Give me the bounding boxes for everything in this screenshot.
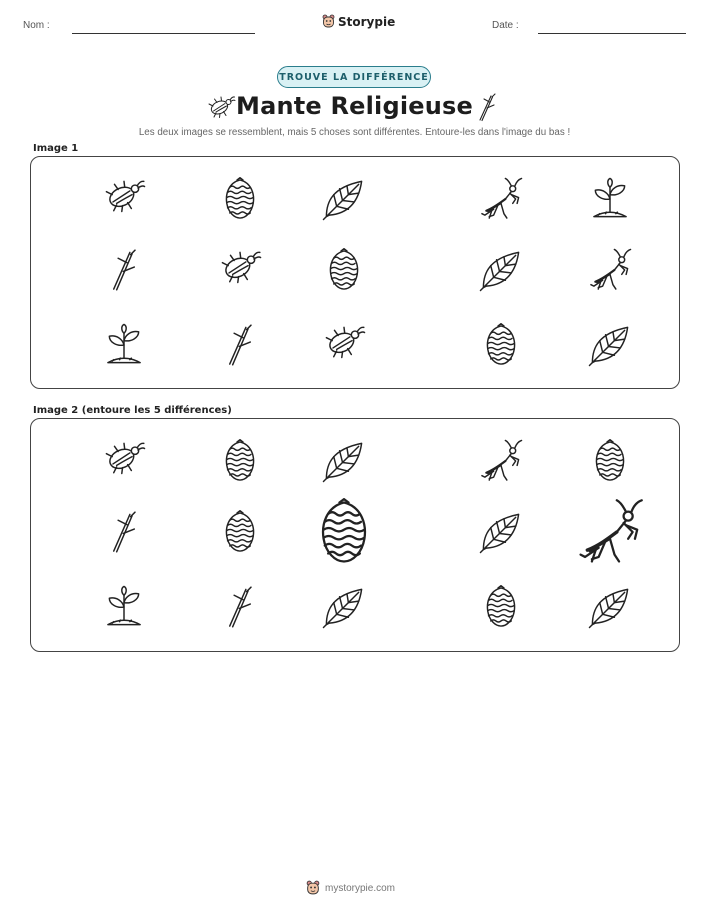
image1-beetle-icon — [218, 248, 262, 292]
image2-leaf-icon[interactable] — [322, 439, 366, 483]
image2-cocoon-icon[interactable] — [588, 439, 632, 483]
image2-leaf-icon[interactable] — [479, 510, 523, 554]
image2-leaf-icon[interactable] — [322, 585, 366, 629]
name-line[interactable] — [72, 33, 255, 34]
image1-leaf-icon — [479, 248, 523, 292]
image1-panel — [30, 156, 680, 389]
image2-cocoon-icon[interactable] — [479, 585, 523, 629]
footer — [306, 880, 395, 896]
twig-icon — [476, 92, 498, 122]
image2-label: Image 2 (entoure les 5 différences) — [33, 405, 232, 416]
image2-sprout-icon[interactable] — [102, 585, 146, 629]
name-label: Nom : — [23, 20, 50, 31]
image1-cocoon-icon — [479, 323, 523, 367]
page-title: Mante Religieuse — [235, 92, 473, 120]
image1-twig-icon — [102, 248, 146, 292]
instructions: Les deux images se ressemblent, mais 5 choses sont différentes. Entoure-les dans l'image du bas ! — [138, 127, 571, 138]
image2-beetle-icon[interactable] — [102, 439, 146, 483]
date-label: Date : — [492, 20, 519, 31]
brand-logo — [322, 14, 395, 29]
image1-sprout-icon — [588, 177, 632, 221]
footer-site: mystorypie.com — [325, 882, 396, 894]
image2-cocoon-icon[interactable] — [310, 498, 378, 566]
image1-mantis-icon — [479, 177, 523, 221]
storypie-logo-icon — [306, 880, 320, 896]
image1-cocoon-icon — [218, 177, 262, 221]
image1-sprout-icon — [102, 323, 146, 367]
image2-cocoon-icon[interactable] — [218, 439, 262, 483]
image2-mantis-icon[interactable] — [576, 498, 644, 566]
image1-leaf-icon — [588, 323, 632, 367]
image1-beetle-icon — [102, 177, 146, 221]
image1-cocoon-icon — [322, 248, 366, 292]
activity-badge: TROUVE LA DIFFÉRENCE — [277, 66, 431, 88]
date-line[interactable] — [538, 33, 686, 34]
storypie-logo-icon — [322, 14, 335, 29]
image1-label: Image 1 — [33, 143, 79, 154]
image1-mantis-icon — [588, 248, 632, 292]
image2-panel[interactable] — [30, 418, 680, 652]
image1-twig-icon — [218, 323, 262, 367]
image1-leaf-icon — [322, 177, 366, 221]
image2-twig-icon[interactable] — [218, 585, 262, 629]
image2-leaf-icon[interactable] — [588, 585, 632, 629]
image2-mantis-icon[interactable] — [479, 439, 523, 483]
image1-beetle-icon — [322, 323, 366, 367]
brand-name: Storypie — [338, 14, 396, 29]
image2-twig-icon[interactable] — [102, 510, 146, 554]
image2-cocoon-icon[interactable] — [218, 510, 262, 554]
